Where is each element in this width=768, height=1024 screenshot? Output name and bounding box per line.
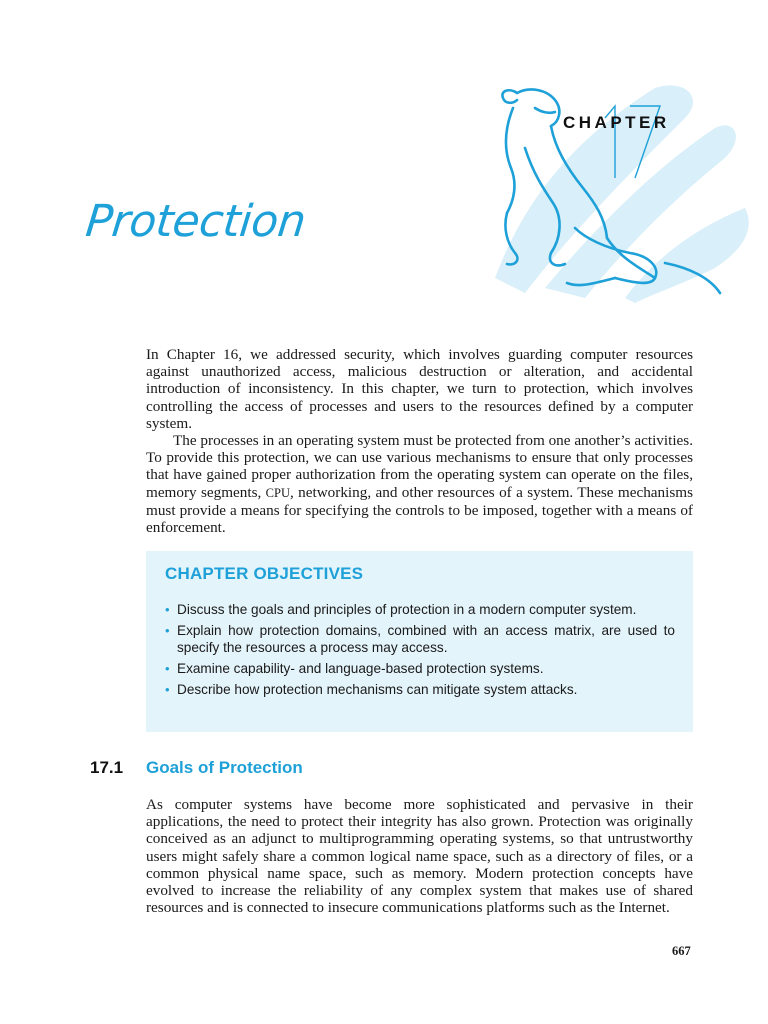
intro-paragraph-2-part-b: , networking, and other resources of a system. These mechanisms must provide a means for specifying the controls to be imposed, together with a means of enforcement. <box>146 483 693 537</box>
objective-text: Explain how protection domains, combined with an access matrix, are used to specify the resources a process may access. <box>177 623 675 655</box>
intro-paragraph-1: In Chapter 16, we addressed security, which involves guarding computer resources against unauthorized access, malicious destruction or alteration, and accidental introduction of inconsistency. In this chapter, we turn to protection, which involves controlling the access of processes and users to the resources defined by a computer system. <box>146 346 693 432</box>
objective-item <box>165 660 675 677</box>
section-number: 17.1 <box>90 758 124 777</box>
objectives-list <box>165 601 675 702</box>
intro-paragraph-2-part-a: The processes in an operating system must be protected from one another’s activities. To provide this protection, we can use various mechanisms to ensure that only processes that have gained proper authorization from the operating system can operate on the files, memory segments, <box>146 432 693 501</box>
objective-text: Examine capability- and language-based protection systems. <box>177 661 544 676</box>
intro-paragraph-2 <box>146 432 693 536</box>
chapter-title: Protection <box>83 196 309 247</box>
objective-item <box>165 622 675 656</box>
section-body <box>146 796 693 916</box>
objective-item <box>165 601 675 618</box>
objective-item <box>165 681 675 698</box>
intro-text <box>146 346 693 536</box>
bullet-icon: • <box>165 682 170 697</box>
section-title: Goals of Protection <box>146 758 303 777</box>
bullet-icon: • <box>165 623 170 638</box>
section-heading <box>90 758 303 778</box>
bullet-icon: • <box>165 602 170 617</box>
bullet-icon: • <box>165 661 170 676</box>
objectives-heading: CHAPTER OBJECTIVES <box>165 564 364 583</box>
chapter-objectives-box <box>146 551 693 732</box>
objective-text: Discuss the goals and principles of protection in a modern computer system. <box>177 602 637 617</box>
cpu-abbreviation: CPU <box>265 485 290 500</box>
chapter-label: CHAPTER <box>563 113 670 132</box>
page-number: 667 <box>672 944 691 958</box>
section-paragraph: As computer systems have become more sophisticated and pervasive in their applications, the need to protect their integrity has also grown. Protection was originally conceived as an adjunct to multiprogramming operating systems, so that untrustworthy users might safely share a common logical name space, such as a directory of files, or a common physical name space, such as memory. Modern protection concepts have evolved to increase the reliability of any complex system that makes use of shared resources and is connected to insecure communications platforms such as the Internet. <box>146 796 693 917</box>
objective-text: Describe how protection mechanisms can mitigate system attacks. <box>177 682 578 697</box>
